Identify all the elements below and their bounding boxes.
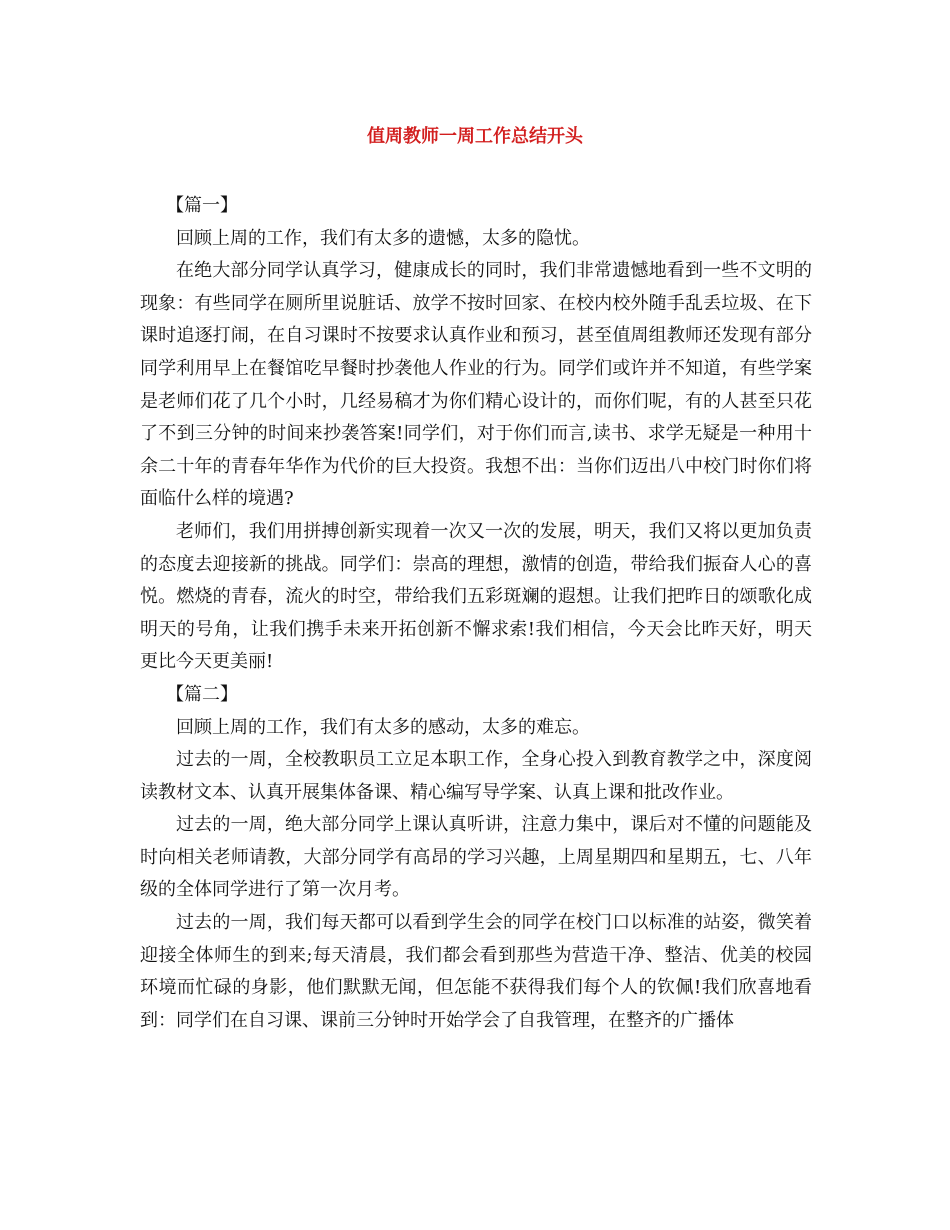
paragraph: 过去的一周，绝大部分同学上课认真听讲，注意力集中，课后对不懂的问题能及时向相关老师请教，大部分同学有高昂的学习兴趣，上周星期四和星期五，七、八年级的全体同学进行了第一次月考。 — [140, 814, 812, 901]
paragraph: 过去的一周，全校教职员工立足本职工作，全身心投入到教育教学之中，深度阅读教材文本、认真开展集体备课、精心编写导学案、认真上课和批改作业。 — [140, 749, 812, 803]
paragraph: 过去的一周，我们每天都可以看到学生会的同学在校门口以标准的站姿，微笑着迎接全体师生的到来;每天清晨，我们都会看到那些为营造干净、整洁、优美的校园环境而忙碌的身影，他们默默无闻，但怎能不获得我们每个人的钦佩!我们欣喜地看到：同学们在自习课、课前三分钟时开始学会了自我管理，在整齐的广播体 — [140, 912, 812, 1031]
section-heading-2: 【篇二】 — [166, 683, 238, 705]
section-heading-1: 【篇一】 — [166, 195, 238, 216]
paragraph: 老师们，我们用拼搏创新实现着一次又一次的发展，明天，我们又将以更加负责的态度去迎接新的挑战。同学们：崇高的理想，激情的创造，带给我们振奋人心的喜悦。燃烧的青春，流火的时空，带给我们五彩斑斓的遐想。让我们把昨日的颂歌化成明天的号角，让我们携手未来开拓创新不懈求索!我们相信，今天会比昨天好，明天更比今天更美丽! — [140, 520, 812, 673]
document-body — [140, 190, 812, 1037]
page-title: 值周教师一周工作总结开头 — [367, 126, 583, 147]
paragraph: 在绝大部分同学认真学习，健康成长的同时，我们非常遗憾地看到一些不文明的现象：有些同学在厕所里说脏话、放学不按时回家、在校内校外随手乱丢垃圾、在下课时追逐打闹，在自习课时不按要求认真作业和预习，甚至值周组教师还发现有部分同学利用早上在餐馆吃早餐时抄袭他人作业的行为。同学们或许并不知道，有些学案是老师们花了几个小时，几经易稿才为你们精心设计的，而你们呢，有的人甚至只花了不到三分钟的时间来抄袭答案!同学们，对于你们而言,读书、求学无疑是一种用十余二十年的青春年华作为代价的巨大投资。我想不出：当你们迈出八中校门时你们将面临什么样的境遇? — [140, 260, 812, 510]
paragraph: 回顾上周的工作，我们有太多的感动，太多的难忘。 — [176, 716, 590, 738]
paragraph: 回顾上周的工作，我们有太多的遗憾，太多的隐忧。 — [176, 227, 590, 249]
